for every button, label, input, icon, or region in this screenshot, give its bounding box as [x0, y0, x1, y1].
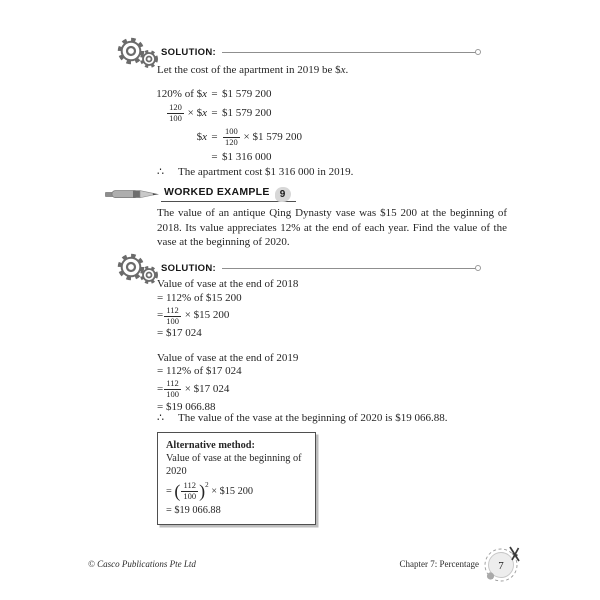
equation-row: = $1 316 000: [211, 150, 272, 163]
exponent: 2: [205, 480, 209, 489]
worked-example-header: [104, 186, 296, 202]
problem-statement: The value of an antique Qing Dynasty vase was $15 200 at the beginning of 2018. Its value appreciates 12% at the end of each year. Find the value of the vase at the beginning of 2020.: [157, 207, 507, 249]
working-line: Value of vase at the end of 2019: [157, 351, 299, 364]
working-2019: [157, 352, 298, 415]
fraction: $\frac{120}{100}$: [169, 101, 182, 123]
equation-row: $ x = $\frac{100}{120}$ × $1 579 200: [196, 125, 302, 147]
example-number-badge: 9: [275, 187, 291, 202]
working-line: = 112% of $15 200: [157, 291, 242, 304]
working-line: = $\frac{112}{100}$ × $15 200: [157, 304, 230, 326]
equation-row: $\frac{120}{100}$ × $ x = $1 579 200: [169, 101, 272, 123]
rule-end-circle-icon: [475, 49, 481, 55]
working-2018: [157, 278, 298, 341]
therefore-symbol: ∴: [157, 166, 164, 178]
rule-end-circle-icon: [475, 265, 481, 271]
therefore-symbol: ∴: [157, 412, 164, 424]
page-number-badge: [482, 544, 524, 584]
working-line: = ( $\frac{112}{100}$ ) $^2$ × $15 200: [166, 479, 254, 501]
fraction: $\frac{112}{100}$: [183, 479, 197, 501]
equation-row: 120% of $ x = $1 579 200: [156, 87, 272, 100]
working-line: = $19 066.88: [166, 505, 221, 516]
page-footer: [88, 544, 524, 584]
solution1-intro: Let the cost of the apartment in 2019 be $x.: [157, 64, 349, 76]
gears-icon: [114, 252, 160, 284]
header-rule: [222, 52, 476, 53]
alt-box-title: Alternative method:: [166, 440, 255, 451]
conclusion-text: The apartment cost $1 316 000 in 2019.: [178, 166, 354, 178]
solution1-conclusion: [157, 166, 353, 179]
working-line: = $19 066.88: [157, 400, 216, 413]
fraction: $\frac{100}{120}$: [225, 125, 238, 147]
dot-decoration: [487, 572, 494, 579]
working-line: = $\frac{112}{100}$ × $17 024: [157, 378, 230, 399]
pen-icon: [104, 187, 160, 201]
alternative-method-box: [157, 432, 316, 525]
working-line: Value of vase at the end of 2018: [157, 278, 299, 290]
working-line: = $17 024: [157, 327, 202, 339]
working-line: = 112% of $17 024: [157, 365, 242, 377]
solution1-equations: [157, 86, 302, 164]
conclusion-text: The value of the vase at the beginning of 2020 is $19 066.88.: [178, 412, 448, 424]
fraction: $\frac{112}{100}$: [166, 304, 179, 326]
solution2-working: [157, 278, 298, 414]
page-number: 7: [498, 560, 504, 572]
copyright-text: © Casco Publications Pte Ltd: [88, 559, 196, 569]
worked-example-title: WORKED EXAMPLE 9: [161, 186, 296, 202]
chapter-reference: [400, 544, 524, 584]
gears-icon: [114, 36, 160, 68]
chapter-text: Chapter 7: Percentage: [399, 559, 479, 569]
solution-heading: SOLUTION:: [161, 262, 216, 274]
solution-heading: SOLUTION:: [161, 46, 216, 58]
solution2-conclusion: [157, 412, 447, 425]
header-rule: [222, 268, 476, 269]
working-line: Value of vase at the beginning of 2020: [166, 453, 302, 477]
fraction: $\frac{112}{100}$: [166, 378, 179, 399]
